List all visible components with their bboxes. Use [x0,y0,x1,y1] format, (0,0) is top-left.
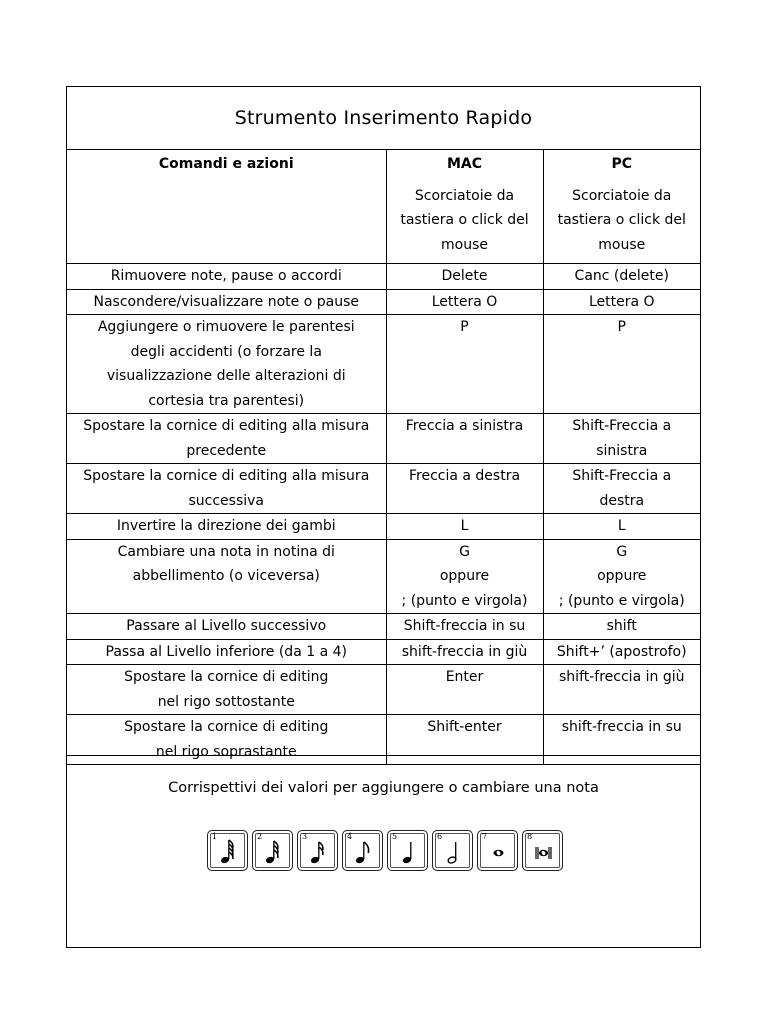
header-pc-label: PC [611,156,633,172]
action-cell: Cambiare una nota in notina di abbellimento (o viceversa) [67,539,386,614]
mac-line-3: ; (punto e virgola) [401,592,528,609]
pc-cell: L [543,514,700,540]
whole-note-icon [478,831,519,872]
key-number: 7 [482,832,488,841]
action-cell: Spostare la cornice di editing nel rigo sottostante [67,665,386,715]
thirty-second-note-icon [253,831,294,872]
mac-line-1: G [459,543,470,560]
header-pc [543,150,700,264]
key-number: 2 [257,832,263,841]
note-key-1[interactable] [207,830,248,871]
header-mac-sub: Scorciatoie da tastiera o click del mouse [400,187,529,253]
pc-line-1: G [616,543,628,560]
pc-cell: Shift-Freccia a destra [543,464,700,514]
pc-line-2: oppure [597,568,647,584]
quick-entry-sheet [66,86,701,948]
action-cell: Spostare la cornice di editing alla misura precedente [67,414,386,464]
table-row [67,614,700,640]
table-row [67,539,700,614]
pc-line-3: ; (punto e virgola) [558,592,685,609]
page-title: Strumento Inserimento Rapido [67,87,700,150]
pc-cell: shift [543,614,700,640]
key-number: 4 [347,832,353,841]
mac-cell: Shift-enter [386,715,543,765]
table-row [67,289,700,315]
mac-cell: shift-freccia in giù [386,639,543,665]
table-row [67,464,700,514]
quarter-note-icon [388,831,429,872]
note-key-3[interactable] [297,830,338,871]
pc-cell: P [543,315,700,414]
pc-cell: shift-freccia in su [543,715,700,765]
header-pc-sub: Scorciatoie da tastiera o click del mouse [557,187,686,253]
note-values-caption: Corrispettivi dei valori per aggiungere o cambiare una nota [168,780,599,796]
note-key-2[interactable] [252,830,293,871]
action-cell: Rimuovere note, pause o accordi [67,264,386,290]
action-cell: Spostare la cornice di editing alla misura successiva [67,464,386,514]
table-row [67,315,700,414]
pc-cell: Canc (delete) [543,264,700,290]
sixty-fourth-note-icon [208,831,249,872]
action-cell: Spostare la cornice di editing nel rigo soprastante [67,715,386,765]
pc-cell: shift-freccia in giù [543,665,700,715]
header-mac-label: MAC [446,156,483,172]
action-cell: Nascondere/visualizzare note o pause [67,289,386,315]
sixteenth-note-icon [298,831,339,872]
action-cell: Aggiungere o rimuovere le parentesi degli accidenti (o forzare la visualizzazione delle alterazioni di cortesia tra parentesi) [67,315,386,414]
pc-cell: Lettera O [543,289,700,315]
mac-cell: Freccia a destra [386,464,543,514]
key-number: 1 [212,832,218,841]
pc-cell: Shift-Freccia a sinistra [543,414,700,464]
key-number: 3 [302,832,308,841]
mac-cell: Delete [386,264,543,290]
note-key-4[interactable] [342,830,383,871]
table-row [67,264,700,290]
note-key-8[interactable] [522,830,563,871]
action-cell: Passa al Livello inferiore (da 1 a 4) [67,639,386,665]
action-cell: Passare al Livello successivo [67,614,386,640]
double-whole-note-icon [523,831,564,872]
header-mac [386,150,543,264]
eighth-note-icon [343,831,384,872]
mac-cell: Lettera O [386,289,543,315]
note-values-section [67,755,700,841]
shortcuts-table [67,150,700,765]
note-value-keys [207,830,563,871]
mac-cell [386,539,543,614]
mac-cell: L [386,514,543,540]
table-row [67,639,700,665]
mac-line-2: oppure [439,568,490,584]
mac-cell: Shift-freccia in su [386,614,543,640]
table-row [67,414,700,464]
key-number: 5 [392,832,398,841]
table-row [67,514,700,540]
table-row [67,665,700,715]
table-header-row [67,150,700,264]
note-key-6[interactable] [432,830,473,871]
note-key-5[interactable] [387,830,428,871]
key-number: 8 [527,832,533,841]
key-number: 6 [437,832,443,841]
mac-cell: Enter [386,665,543,715]
pc-cell: Shift+’ (apostrofo) [543,639,700,665]
action-cell: Invertire la direzione dei gambi [67,514,386,540]
mac-cell: Freccia a sinistra [386,414,543,464]
header-commands-label: Comandi e azioni [158,156,294,172]
header-commands [67,150,386,264]
half-note-icon [433,831,474,872]
pc-cell [543,539,700,614]
note-key-7[interactable] [477,830,518,871]
mac-cell: P [386,315,543,414]
